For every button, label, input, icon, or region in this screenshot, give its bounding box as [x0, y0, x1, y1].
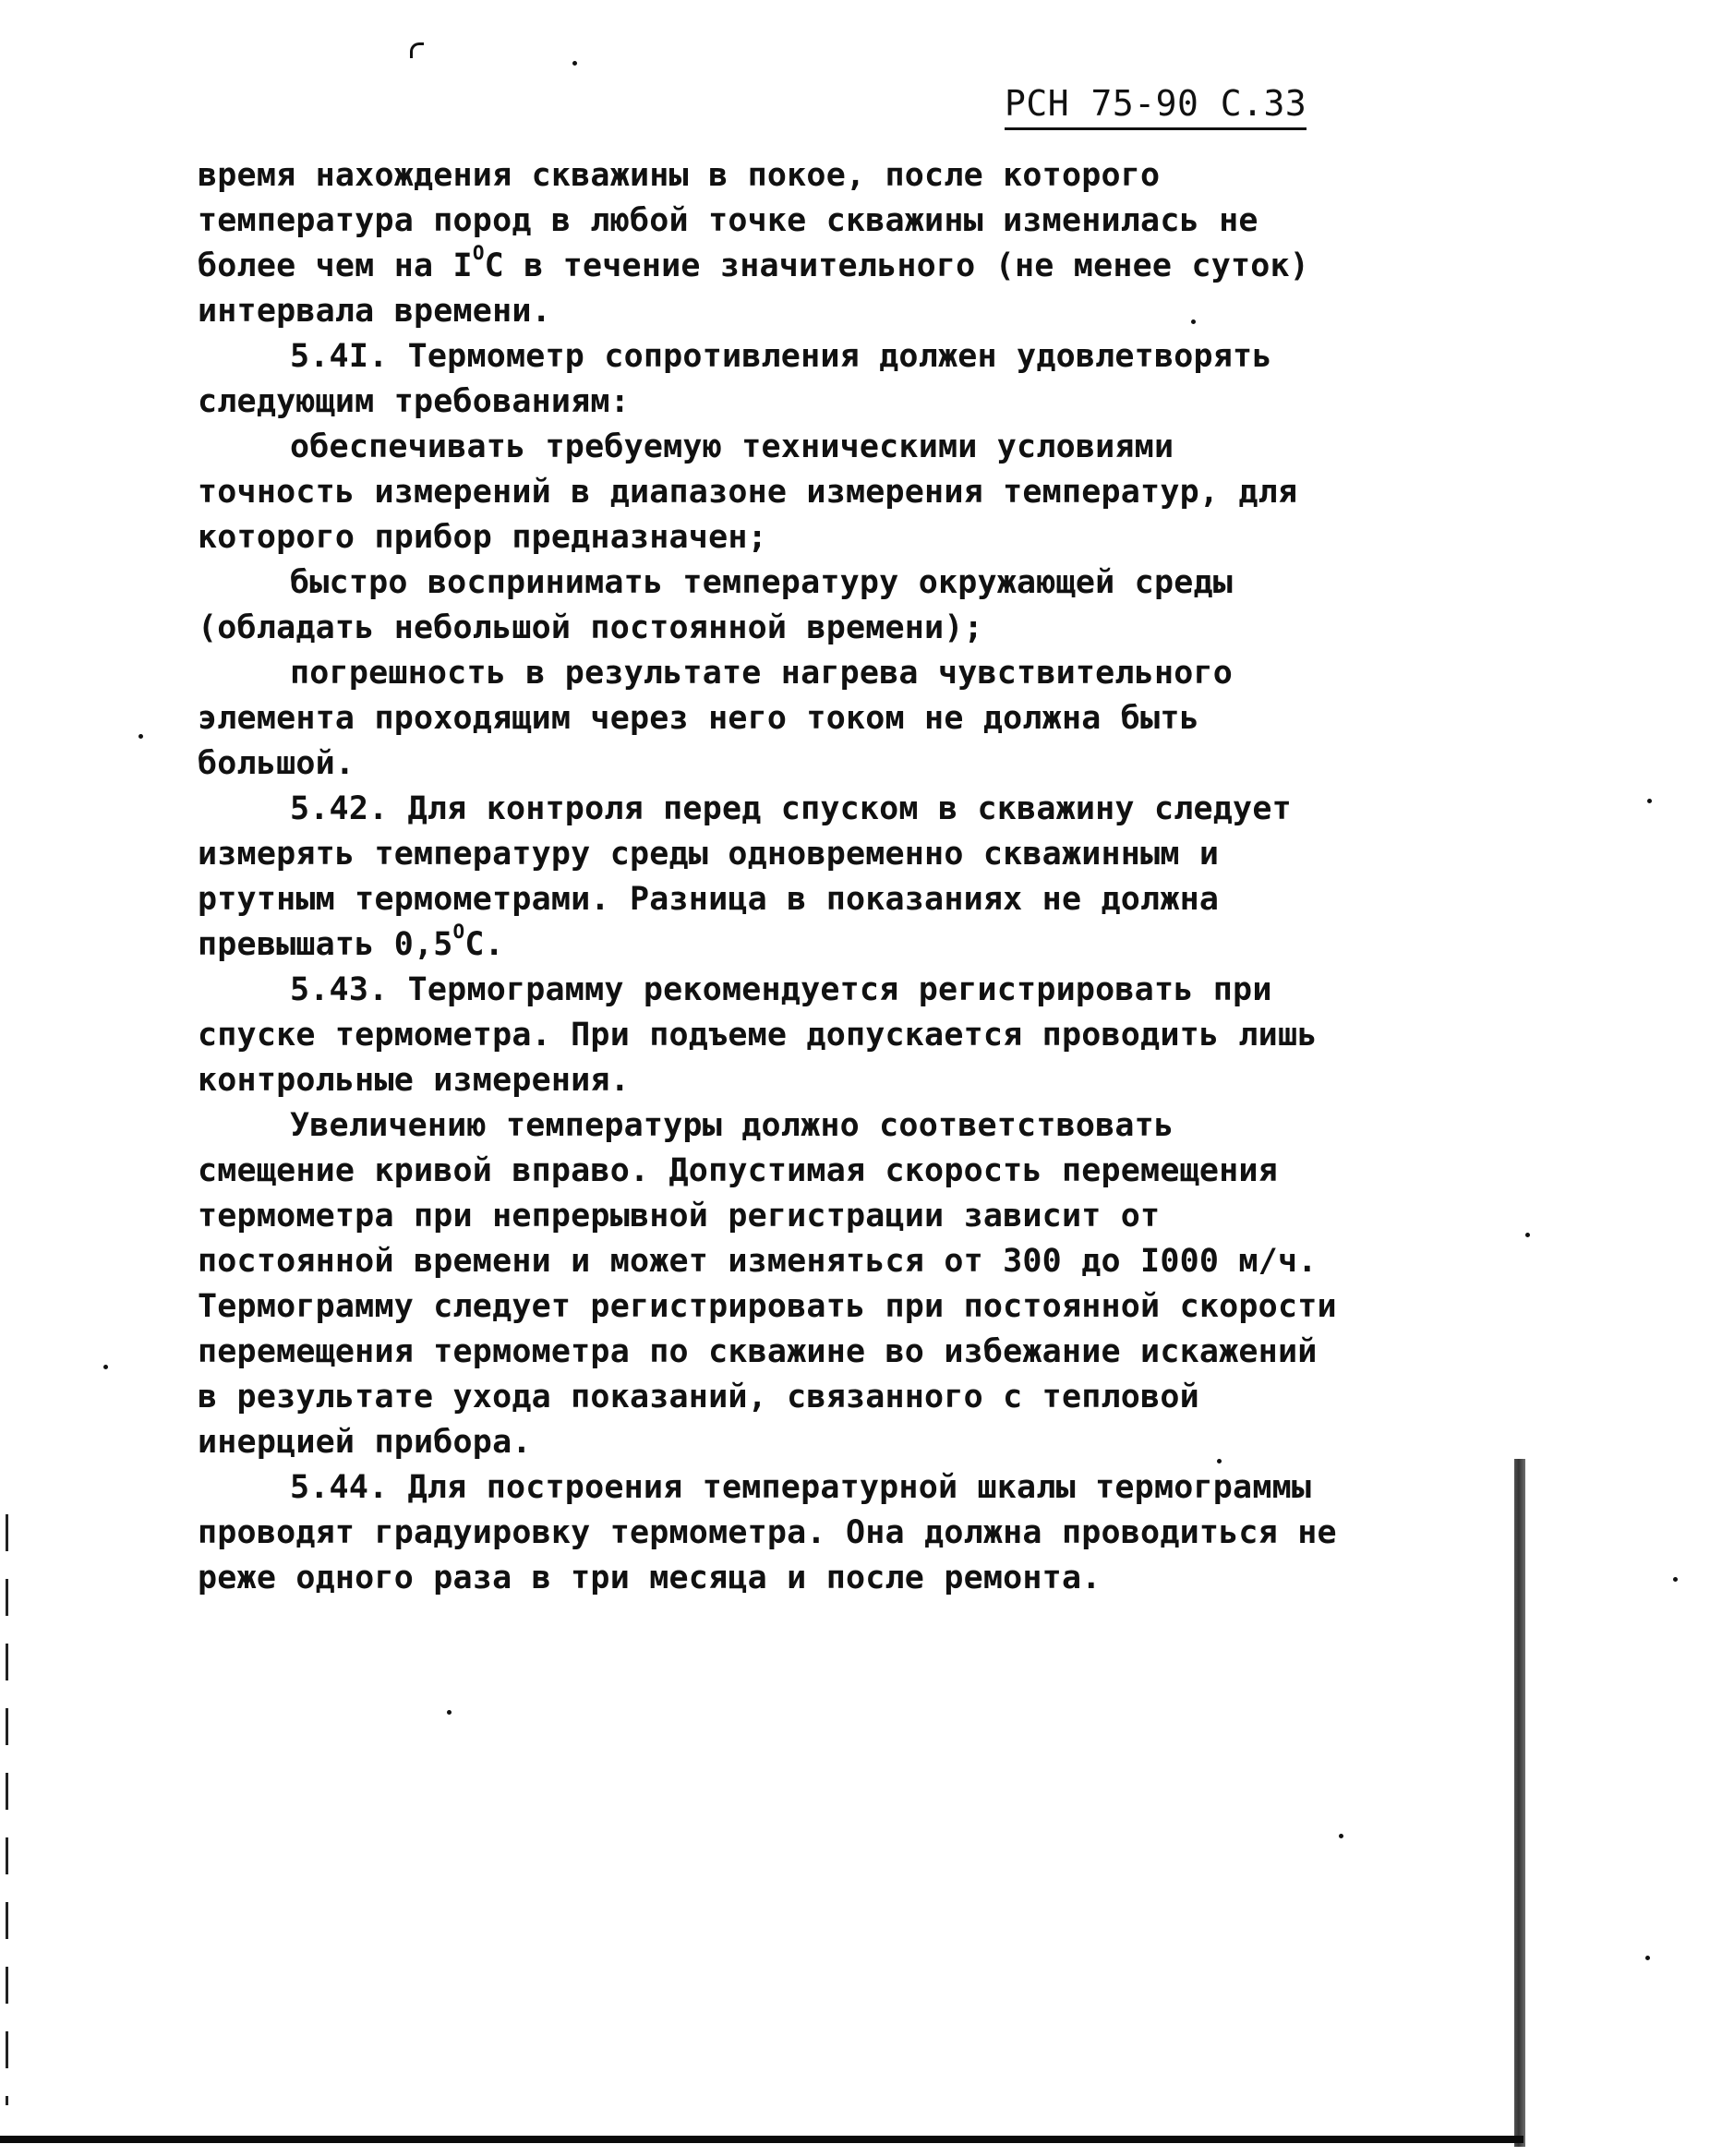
scan-speck: [447, 1710, 452, 1715]
scan-speck: [1217, 1459, 1222, 1463]
section-5-43: [198, 968, 1343, 1103]
text-segment: время нахождения скважины в покое, после которого температура пород в любой точке скважины изменилась не более чем на I: [198, 157, 1258, 284]
requirement-self-heating: [198, 651, 1343, 787]
degree-superscript: O: [472, 242, 485, 265]
scan-speck: [1645, 1956, 1650, 1960]
paragraph-continuation: [198, 153, 1343, 334]
scan-edge-left: [6, 1514, 8, 2105]
scan-speck: [1525, 1233, 1530, 1237]
text-segment: С.: [464, 926, 504, 963]
text-segment: Увеличению температуры должно соответствовать смещение кривой вправо. Допустимая скорость перемещения термометра при непрерывной регистрации зависит от постоянной времени и может изменяться от 300 до I000 м/ч. Термограмму следует регистрировать при постоянной скорости перемещения термометра по скважине во избежание искажений в результате ухода показаний, связанного с тепловой инерцией прибора.: [198, 1107, 1337, 1461]
text-segment: 5.43. Термограмму рекомендуется регистрировать при спуске термометра. При подъеме допускается проводить лишь контрольные измерения.: [198, 971, 1318, 1099]
requirement-accuracy: [198, 425, 1343, 560]
text-segment: быстро воспринимать температуру окружающей среды (обладать небольшой постоянной времени);: [198, 564, 1234, 646]
scan-speck: [103, 1365, 108, 1369]
text-segment: 5.4I. Термометр сопротивления должен удовлетворять следующим требованиям:: [198, 338, 1272, 420]
scan-mark-hook: [410, 42, 424, 58]
text-segment: погрешность в результате нагрева чувствительного элемента проходящим через него током не должна быть большой.: [198, 655, 1234, 782]
section-5-44: [198, 1465, 1343, 1601]
section-5-41: [198, 334, 1343, 425]
document-body: [198, 153, 1343, 1601]
scan-speck: [572, 61, 577, 66]
text-segment: 5.42. Для контроля перед спуском в скважину следует измерять температуру среды одновременно скважинным и ртутным термометрами. Разница в показаниях не должна превышать 0,5: [198, 790, 1292, 963]
scan-edge-bottom: [0, 2136, 1523, 2143]
scan-speck: [1647, 799, 1652, 803]
text-segment: 5.44. Для построения температурной шкалы термограммы проводят градуировку термометра. Она должна проводиться не реже одного раза в три месяца и после ремонта.: [198, 1469, 1337, 1596]
text-segment: С в течение значительного (не менее суток) интервала времени.: [198, 247, 1310, 330]
scan-speck: [1339, 1834, 1343, 1838]
scan-speck: [1673, 1577, 1678, 1582]
scan-speck: [1191, 319, 1196, 324]
scan-speck: [138, 734, 143, 739]
paragraph-curve-shift: [198, 1103, 1343, 1465]
section-5-42: [198, 787, 1343, 968]
document-reference: РСН 75-90 С.33: [1005, 85, 1307, 130]
degree-superscript: O: [452, 921, 465, 944]
requirement-response: [198, 560, 1343, 651]
scan-edge-right: [1514, 1459, 1525, 2147]
text-segment: обеспечивать требуемую техническими условиями точность измерений в диапазоне измерения температур, для которого прибор предназначен;: [198, 428, 1298, 556]
